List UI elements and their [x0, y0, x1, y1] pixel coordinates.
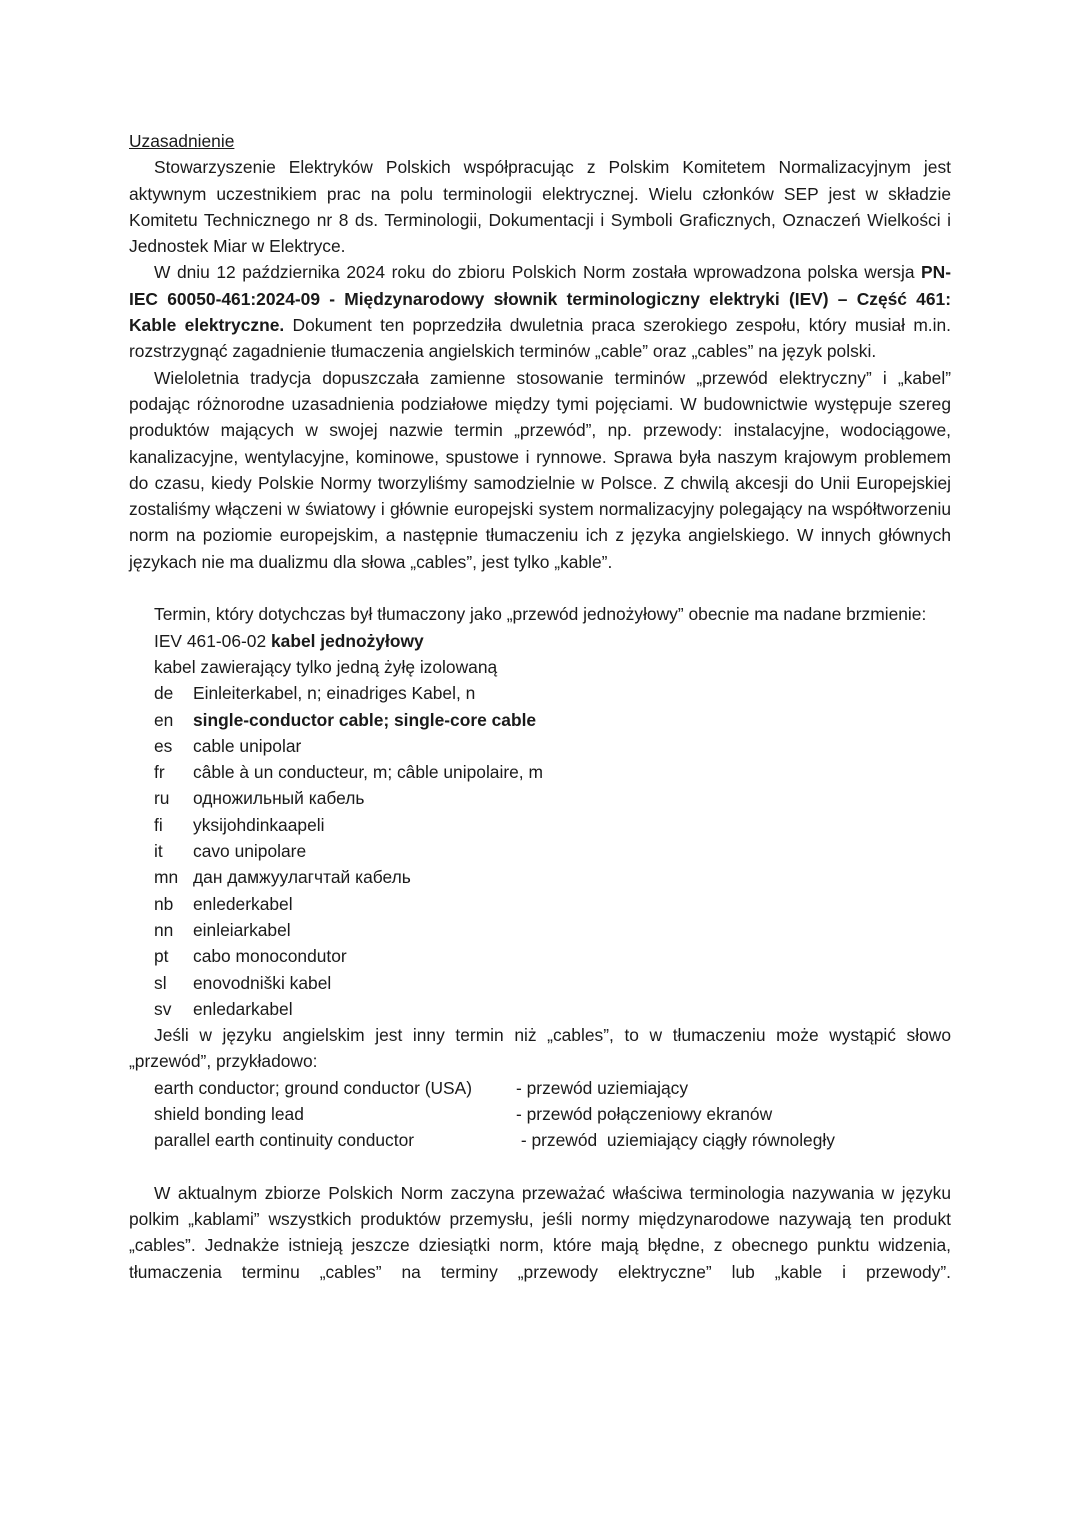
- example-english-term: earth conductor; ground conductor (USA): [154, 1077, 473, 1098]
- translation-text: cable unipolar: [193, 735, 302, 756]
- example-polish-term: - przewód uziemiający: [516, 1077, 689, 1098]
- example-row: [154, 1127, 951, 1153]
- example-polish-term: - przewód uziemiający ciągły równoległy: [516, 1130, 835, 1151]
- translation-row: [154, 707, 951, 733]
- paragraph-norm-text-b: Dokument ten poprzedziła dwuletnia praca szerokiego zespołu, który musiał m.in. rozstrzygnąć zagadnienie tłumaczenia angielskich terminów „cable” oraz „cables” na język polski.: [129, 315, 952, 362]
- paragraph-intro: Stowarzyszenie Elektryków Polskich współpracując z Polskim Komitetem Normalizacyjnym jest aktywnym uczestnikiem prac na polu terminologii elektrycznej. Wielu członków SEP jest w składzie Komitetu Technicznego nr 8 ds. Terminologii, Dokumentacji i Symboli Graficznych, Oznaczeń Wielkości i Jednostek Miar w Elektryce.: [129, 157, 951, 257]
- translation-lang-code: ru: [154, 788, 170, 809]
- translation-lang-code: nn: [154, 919, 174, 940]
- translation-lang-code: fi: [154, 814, 163, 835]
- translation-text: single-conductor cable; single-core cable: [193, 709, 537, 730]
- translation-lang-code: fr: [154, 762, 165, 783]
- translation-lang-code: sv: [154, 998, 172, 1019]
- translation-row: [154, 891, 951, 917]
- translation-text: дан дамжуулагчтай кабель: [193, 867, 411, 888]
- translation-text: câble à un conducteur, m; câble unipolaire, m: [193, 762, 543, 783]
- translation-row: [154, 785, 951, 811]
- paragraph-norm: [129, 259, 951, 364]
- translation-text: Einleiterkabel, n; einadriges Kabel, n: [193, 683, 476, 704]
- translation-text: одножильный кабель: [193, 788, 365, 809]
- translation-lang-code: nb: [154, 893, 174, 914]
- translation-row: [154, 812, 951, 838]
- paragraph-other-terms: Jeśli w języku angielskim jest inny termin niż „cables”, to w tłumaczeniu może wystąpić słowo „przewód”, przykładowo:: [129, 1025, 951, 1072]
- translation-row: [154, 680, 951, 706]
- translation-lang-code: it: [154, 841, 163, 862]
- translation-text: einleiarkabel: [193, 919, 291, 940]
- translation-row: [154, 838, 951, 864]
- term-definition: kabel zawierający tylko jedną żyłę izolowaną: [154, 656, 498, 677]
- spacer: [129, 575, 951, 601]
- norm-title: PN-IEC 60050-461:2024-09 - Międzynarodowy słownik terminologiczny elektryki (IEV) – Część 461: Kable elektryczne.: [129, 262, 951, 336]
- translation-row: [154, 996, 951, 1022]
- translation-row: [154, 943, 951, 969]
- translation-lang-code: mn: [154, 867, 179, 888]
- example-row: [154, 1101, 951, 1127]
- paragraph-norm-text-a: W dniu 12 października 2024 roku do zbioru Polskich Norm została wprowadzona polska wersja: [154, 262, 922, 283]
- translation-text: enlederkabel: [193, 893, 293, 914]
- examples-list: [129, 1075, 951, 1154]
- section-heading: Uzasadnienie: [129, 131, 235, 151]
- translation-text: yksijohdinkaapeli: [193, 814, 325, 835]
- spacer: [129, 1154, 951, 1180]
- term-code: IEV 461-06-02: [154, 630, 271, 651]
- translation-text: enovodniški kabel: [193, 972, 332, 993]
- translation-text: cavo unipolare: [193, 841, 307, 862]
- paragraph-current-state: W aktualnym zbiorze Polskich Norm zaczyna przeważać właściwa terminologia nazywania w języku polkim „kablami” wszystkich produktów przemysłu, jeśli normy międzynarodowe nazywają ten produkt „cables”. Jednakże istnieją jeszcze dziesiątki norm, które mają błędne, z obecnego punktu widzenia, tłumaczenia terminu „cables” na terminy „przewody elektryczne” lub „kable i przewody”.: [129, 1182, 951, 1282]
- example-row: [154, 1075, 951, 1101]
- paragraph-term-intro: Termin, który dotychczas był tłumaczony jako „przewód jednożyłowy” obecnie ma nadane brzmienie:: [154, 604, 927, 625]
- translation-row: [154, 733, 951, 759]
- translations-list: [129, 680, 951, 1022]
- translation-row: [154, 917, 951, 943]
- translation-row: [154, 759, 951, 785]
- term-name: kabel jednożyłowy: [270, 630, 424, 651]
- translation-lang-code: es: [154, 735, 173, 756]
- example-english-term: shield bonding lead: [154, 1103, 304, 1124]
- translation-text: cabo monocondutor: [193, 946, 347, 967]
- paragraph-tradition: Wieloletnia tradycja dopuszczała zamienne stosowanie terminów „przewód elektryczny” i „kabel” podając różnorodne uzasadnienia podziałowe między tymi pojęciami. W budownictwie występuje szereg produktów mających w swojej nazwie termin „przewód”, np. przewody: instalacyjne, wodociągowe, kanalizacyjne, wentylacyjne, kominowe, spustowe i rynnowe. Sprawa była naszym krajowym problemem do czasu, kiedy Polskie Normy tworzyliśmy samodzielnie w Polsce. Z chwilą akcesji do Unii Europejskiej zostaliśmy włączeni w światowy i głównie europejski system normalizacyjny polegający na współtworzeniu norm na poziomie europejskim, a następnie tłumaczeniu ich z języka angielskiego. W innych głównych językach nie ma dualizmu dla słowa „cables”, jest tylko „kable”.: [129, 367, 951, 572]
- translation-row: [154, 864, 951, 890]
- example-english-term: parallel earth continuity conductor: [154, 1130, 415, 1151]
- translation-row: [154, 970, 951, 996]
- example-polish-term: - przewód połączeniowy ekranów: [516, 1103, 773, 1124]
- translation-lang-code: pt: [154, 946, 169, 967]
- translation-lang-code: sl: [154, 972, 167, 993]
- document-page: [129, 128, 951, 1285]
- translation-lang-code: de: [154, 683, 174, 704]
- translation-text: enledarkabel: [193, 998, 293, 1019]
- translation-lang-code: en: [154, 709, 174, 730]
- term-entry-header: [154, 628, 951, 654]
